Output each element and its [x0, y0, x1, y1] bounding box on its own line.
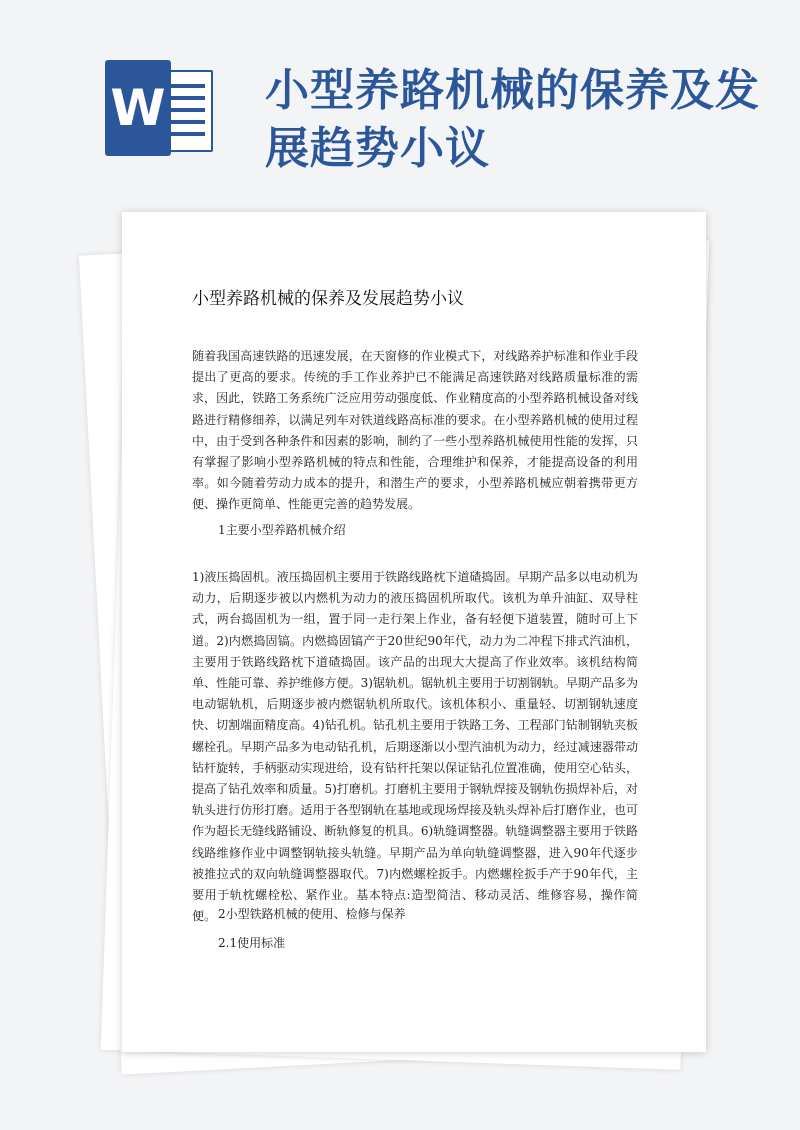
- document-title: 小型养路机械的保养及发展趋势小议: [192, 289, 464, 309]
- subsection-heading-2-1: 2.1使用标准: [218, 936, 286, 950]
- banner-title: 小型养路机械的保养及发展趋势小议: [265, 65, 760, 174]
- document-page: [122, 212, 706, 1052]
- word-badge: W: [105, 60, 171, 156]
- word-icon: [105, 60, 217, 156]
- section-heading-2: 2小型铁路机械的使用、检修与保养: [218, 907, 406, 921]
- section-heading-1: 1主要小型养路机械介绍: [218, 523, 346, 537]
- machines-paragraph: 1)液压捣固机。液压捣固机主要用于铁路线路枕下道碴捣固。早期产品多以电动机为动力，后期逐步被以内燃机为动力的液压捣固机所取代。该机为单升油缸、双导柱式，两台捣固机为一组，置于同一走行架上作业，备有轻便下道装置，随时可上下道。2)内燃捣固镐。内燃捣固镐产于20世纪90年代，动力为二冲程下排式汽油机，主要用于铁路线路枕下道碴捣固。该产品的出现大大提高了作业效率。该机结构简单、性能可靠、养护维修方便。3)锯轨机。锯轨机主要用于切割钢轨。早期产品多为电动锯轨机，后期逐步被内燃锯轨机所取代。该机体积小、重量轻、切割钢轨速度快、切割端面精度高。4)钻孔机。钻孔机主要用于铁路工务、工程部门钻制钢轨夹板螺栓孔。早期产品多为电动钻孔机，后期逐渐以小型汽油机为动力，经过减速器带动钻杆旋转，手柄驱动实现进给，设有钻杆托架以保证钻孔位置准确，使用空心钻头，提高了钻孔效率和质量。5)打磨机。打磨机主要用于钢轨焊接及钢轨伤损焊补后，对轨头进行仿形打磨。适用于各型钢轨在基地或现场焊接及轨头焊补后打磨作业，也可作为超长无缝线路铺设、断轨修复的机具。6)轨缝调整器。轨缝调整器主要用于铁路线路维修作业中调整钢轨接头轨缝。早期产品为单向轨缝调整器，进入90年代逐步被推拉式的双向轨缝调整器取代。7)内燃螺栓扳手。内燃螺栓扳手产于90年代，主要用于轨枕螺栓松、紧作业。基本特点:造型简洁、移动灵活、维修容易，操作简便。: [192, 570, 638, 924]
- intro-paragraph: 随着我国高速铁路的迅速发展，在天窗修的作业模式下，对线路养护标准和作业手段提出了更高的要求。传统的手工作业养护已不能满足高速铁路对线路质量标准的需求，因此，铁路工务系统广泛应用劳动强度低、作业精度高的小型养路机械设备对线路进行精修细养，以满足列车对铁道线路高标准的要求。在小型养路机械的使用过程中，由于受到各种条件和因素的影响，制约了一些小型养路机械使用性能的发挥，只有掌握了影响小型养路机械的特点和性能，合理维护和保养，才能提高设备的利用率。如今随着劳动力成本的提升，和潜生产的要求，小型养路机械应朝着携带更方便、操作更简单、性能更完善的趋势发展。: [192, 349, 638, 512]
